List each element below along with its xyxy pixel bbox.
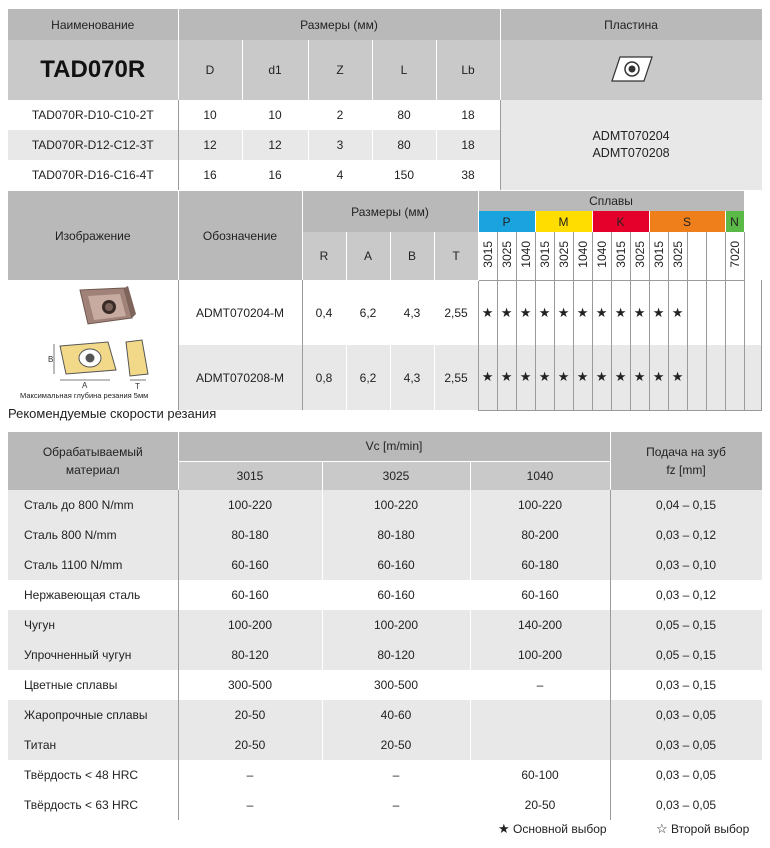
material-name: Сталь 1100 N/mm [8, 550, 178, 580]
sizes-header: Размеры (мм) [178, 9, 500, 40]
star-filled-icon: ★ [557, 304, 570, 320]
material-name: Нержавеющая сталь [8, 580, 178, 610]
grade-mark [592, 345, 611, 410]
star-filled-icon: ★ [614, 369, 627, 385]
star-filled-icon: ★ [500, 304, 513, 320]
star-filled-icon: ★ [576, 304, 589, 320]
grade-label: 7020 [727, 240, 742, 268]
dim-header-l: L [372, 40, 436, 100]
inserts-table [8, 191, 762, 411]
speed-value [470, 700, 610, 730]
dim-header-a: A [346, 232, 390, 280]
tool-cell: 38 [436, 160, 500, 190]
material-name: Цветные сплавы [8, 670, 178, 700]
speed-row [8, 490, 762, 520]
dim-header-r: R [302, 232, 346, 280]
legend-primary [498, 821, 607, 837]
speed-value: 80-120 [322, 640, 470, 670]
grade-mark [744, 345, 761, 410]
insert-name: ADMT070204 [592, 129, 670, 143]
grade-mark [516, 345, 535, 410]
star-filled-icon: ★ [557, 369, 570, 385]
grade-label: 1040 [518, 240, 533, 268]
feed-value: 0,03 – 0,05 [610, 700, 762, 730]
speed-value: 60-160 [322, 580, 470, 610]
grade-label: 3025 [556, 240, 571, 268]
grade-cell [649, 232, 668, 280]
grade-label: 3015 [480, 240, 495, 268]
tool-cell: 18 [436, 100, 500, 130]
speed-value: 300-500 [178, 670, 322, 700]
speed-value: 100-220 [470, 490, 610, 520]
image-caption: Максимальная глубина резания 5мм [20, 391, 149, 400]
feed-value: 0,03 – 0,10 [610, 550, 762, 580]
designation-header: Обозначение [178, 191, 302, 280]
grade-label: 3025 [632, 240, 647, 268]
speed-row [8, 670, 762, 700]
dim-header-lb: Lb [436, 40, 500, 100]
tool-cell: 2 [308, 100, 372, 130]
grade-mark [478, 280, 497, 345]
feed-value: 0,03 – 0,15 [610, 670, 762, 700]
tool-row-name: TAD070R-D16-C16-4T [8, 160, 178, 190]
speed-row [8, 550, 762, 580]
speed-value: – [322, 760, 470, 790]
material-name: Титан [8, 730, 178, 760]
tool-cell: 12 [242, 130, 308, 160]
grade-cell [554, 232, 573, 280]
feed-value: 0,05 – 0,15 [610, 640, 762, 670]
speed-value: 80-180 [322, 520, 470, 550]
feed-value: 0,03 – 0,05 [610, 730, 762, 760]
insert-dim: 4,3 [390, 280, 434, 345]
speed-value: 100-200 [470, 640, 610, 670]
grade-mark [687, 345, 706, 410]
speed-row [8, 580, 762, 610]
star-filled-icon: ★ [498, 821, 510, 836]
speed-row [8, 640, 762, 670]
grade-mark [668, 280, 687, 345]
speed-value [470, 730, 610, 760]
insert-photo [8, 280, 178, 398]
grade-mark [630, 345, 649, 410]
insert-icon-cell [500, 40, 762, 100]
speed-value: 40-60 [322, 700, 470, 730]
grade-label: 3015 [613, 240, 628, 268]
grade-mark [725, 345, 744, 410]
alloy-group-n: N [725, 211, 744, 232]
grade-mark [497, 280, 516, 345]
grade-mark [573, 345, 592, 410]
grade-label: 3015 [537, 240, 552, 268]
tool-cell: 12 [178, 130, 242, 160]
grade-mark [706, 345, 725, 410]
speed-value: 20-50 [178, 730, 322, 760]
speed-value: 20-50 [322, 730, 470, 760]
insert-names [500, 100, 762, 190]
alloy-group-p: P [478, 211, 535, 232]
diagram-label-t: T [135, 382, 140, 391]
speed-value: – [322, 790, 470, 820]
grade-mark [725, 280, 744, 345]
speed-value: 60-160 [322, 550, 470, 580]
grade-cell [573, 232, 592, 280]
insert-designation: ADMT070208-M [178, 345, 302, 410]
feed-header: Подача на зуб fz [mm] [610, 432, 762, 490]
star-filled-icon: ★ [614, 304, 627, 320]
dim-header-t: T [434, 232, 478, 280]
tool-cell: 4 [308, 160, 372, 190]
grade-mark [649, 280, 668, 345]
star-filled-icon: ★ [576, 369, 589, 385]
speed-value: 100-200 [322, 610, 470, 640]
speed-value: 60-160 [178, 580, 322, 610]
insert-dim: 0,4 [302, 280, 346, 345]
grade-header: 1040 [470, 461, 610, 490]
speed-value: 100-200 [178, 610, 322, 640]
material-name: Чугун [8, 610, 178, 640]
diagram-label-b: B [48, 355, 54, 364]
grade-cell [516, 232, 535, 280]
vc-header: Vc [m/min] [178, 432, 610, 461]
grade-mark [687, 280, 706, 345]
grade-mark [554, 280, 573, 345]
grade-mark [535, 345, 554, 410]
star-filled-icon: ★ [538, 304, 551, 320]
alloys-header: Сплавы [478, 191, 744, 211]
star-filled-icon: ★ [595, 369, 608, 385]
tool-cell: 16 [178, 160, 242, 190]
tool-cell: 10 [242, 100, 308, 130]
star-filled-icon: ★ [538, 369, 551, 385]
star-filled-icon: ★ [633, 304, 646, 320]
alloy-group-m: M [535, 211, 592, 232]
speed-value: – [470, 670, 610, 700]
tool-cell: 80 [372, 100, 436, 130]
legend-primary-label: Основной выбор [513, 822, 607, 836]
tool-cell: 3 [308, 130, 372, 160]
material-name: Сталь 800 N/mm [8, 520, 178, 550]
grade-label: 3015 [651, 240, 666, 268]
grade-cell [725, 232, 744, 280]
material-name: Упрочненный чугун [8, 640, 178, 670]
star-filled-icon: ★ [481, 369, 494, 385]
material-header: Обрабатываемый материал [8, 432, 178, 490]
speed-value: 60-160 [470, 580, 610, 610]
grade-label: 1040 [575, 240, 590, 268]
speed-row [8, 610, 762, 640]
speed-value: 80-200 [470, 520, 610, 550]
insert-header: Пластина [500, 9, 762, 40]
insert-dim: 2,55 [434, 345, 478, 410]
legend-secondary-label: Второй выбор [671, 822, 750, 836]
speed-value: 100-220 [178, 490, 322, 520]
grade-cell [687, 232, 706, 280]
speed-value: 80-120 [178, 640, 322, 670]
speed-value: 100-220 [322, 490, 470, 520]
speed-value: 20-50 [470, 790, 610, 820]
insert-sizes-header: Размеры (мм) [302, 191, 478, 232]
star-outline-icon: ☆ [656, 821, 668, 836]
tool-row-name: TAD070R-D12-C12-3T [8, 130, 178, 160]
speed-value: 60-160 [178, 550, 322, 580]
grade-label: 3025 [670, 240, 685, 268]
material-name: Твёрдость < 63 HRC [8, 790, 178, 820]
grade-mark [706, 280, 725, 345]
feed-value: 0,04 – 0,15 [610, 490, 762, 520]
feed-value: 0,03 – 0,12 [610, 520, 762, 550]
grade-mark [592, 280, 611, 345]
speed-value: 60-180 [470, 550, 610, 580]
star-filled-icon: ★ [595, 304, 608, 320]
material-name: Жаропрочные сплавы [8, 700, 178, 730]
star-filled-icon: ★ [671, 369, 684, 385]
name-header: Наименование [8, 9, 178, 40]
speed-value: – [178, 760, 322, 790]
feed-value: 0,03 – 0,05 [610, 790, 762, 820]
insert-dim: 6,2 [346, 280, 390, 345]
legend-secondary [656, 821, 749, 837]
star-filled-icon: ★ [671, 304, 684, 320]
grade-mark [535, 280, 554, 345]
dim-header-d: D [178, 40, 242, 100]
dim-header-b: B [390, 232, 434, 280]
grade-mark [744, 280, 761, 345]
grade-mark [611, 280, 630, 345]
grade-label: 1040 [594, 240, 609, 268]
grade-cell [611, 232, 630, 280]
dim-header-d1: d1 [242, 40, 308, 100]
star-filled-icon: ★ [652, 304, 665, 320]
insert-name: ADMT070208 [592, 146, 670, 160]
speed-value: – [178, 790, 322, 820]
dim-header-z: Z [308, 40, 372, 100]
speed-value: 140-200 [470, 610, 610, 640]
speed-row [8, 730, 762, 760]
speed-row [8, 760, 762, 790]
tool-row-name: TAD070R-D10-C10-2T [8, 100, 178, 130]
grade-cell [630, 232, 649, 280]
insert-dim: 0,8 [302, 345, 346, 410]
grade-cell [592, 232, 611, 280]
diagram-label-a: A [82, 381, 88, 390]
speed-value: 60-100 [470, 760, 610, 790]
grade-header: 3025 [322, 461, 470, 490]
tool-cell: 16 [242, 160, 308, 190]
tool-cell: 10 [178, 100, 242, 130]
grade-mark [668, 345, 687, 410]
insert-designation: ADMT070204-M [178, 280, 302, 345]
grade-cell [668, 232, 687, 280]
grade-mark [611, 345, 630, 410]
star-filled-icon: ★ [500, 369, 513, 385]
speed-value: 300-500 [322, 670, 470, 700]
star-filled-icon: ★ [481, 304, 494, 320]
grade-mark [630, 280, 649, 345]
material-name: Твёрдость < 48 HRC [8, 760, 178, 790]
speed-row [8, 790, 762, 820]
speed-row [8, 520, 762, 550]
star-filled-icon: ★ [652, 369, 665, 385]
tool-cell: 150 [372, 160, 436, 190]
insert-dim: 4,3 [390, 345, 434, 410]
grade-cell [535, 232, 554, 280]
speed-value: 80-180 [178, 520, 322, 550]
speed-row [8, 700, 762, 730]
tool-table [8, 9, 763, 190]
star-filled-icon: ★ [519, 369, 532, 385]
insert-dim: 6,2 [346, 345, 390, 410]
tool-cell: 80 [372, 130, 436, 160]
feed-value: 0,03 – 0,05 [610, 760, 762, 790]
alloy-group-s: S [649, 211, 725, 232]
insert-dim: 2,55 [434, 280, 478, 345]
alloy-group-k: K [592, 211, 649, 232]
feed-value: 0,03 – 0,12 [610, 580, 762, 610]
grade-mark [554, 345, 573, 410]
grade-mark [478, 345, 497, 410]
grade-mark [649, 345, 668, 410]
grade-mark [516, 280, 535, 345]
star-filled-icon: ★ [519, 304, 532, 320]
tool-cell: 18 [436, 130, 500, 160]
grade-cell [706, 232, 725, 280]
grade-cell [497, 232, 516, 280]
image-header: Изображение [8, 191, 178, 280]
speeds-title: Рекомендуемые скорости резания [8, 406, 217, 421]
insert-image-cell [8, 280, 178, 410]
speeds-table [8, 432, 763, 820]
material-name: Сталь до 800 N/mm [8, 490, 178, 520]
grade-cell [478, 232, 497, 280]
star-filled-icon: ★ [633, 369, 646, 385]
grade-label: 3025 [499, 240, 514, 268]
grade-mark [573, 280, 592, 345]
grade-mark [497, 345, 516, 410]
model-title: TAD070R [8, 40, 178, 100]
speed-value: 20-50 [178, 700, 322, 730]
grade-header: 3015 [178, 461, 322, 490]
insert-icon [606, 54, 656, 84]
feed-value: 0,05 – 0,15 [610, 610, 762, 640]
